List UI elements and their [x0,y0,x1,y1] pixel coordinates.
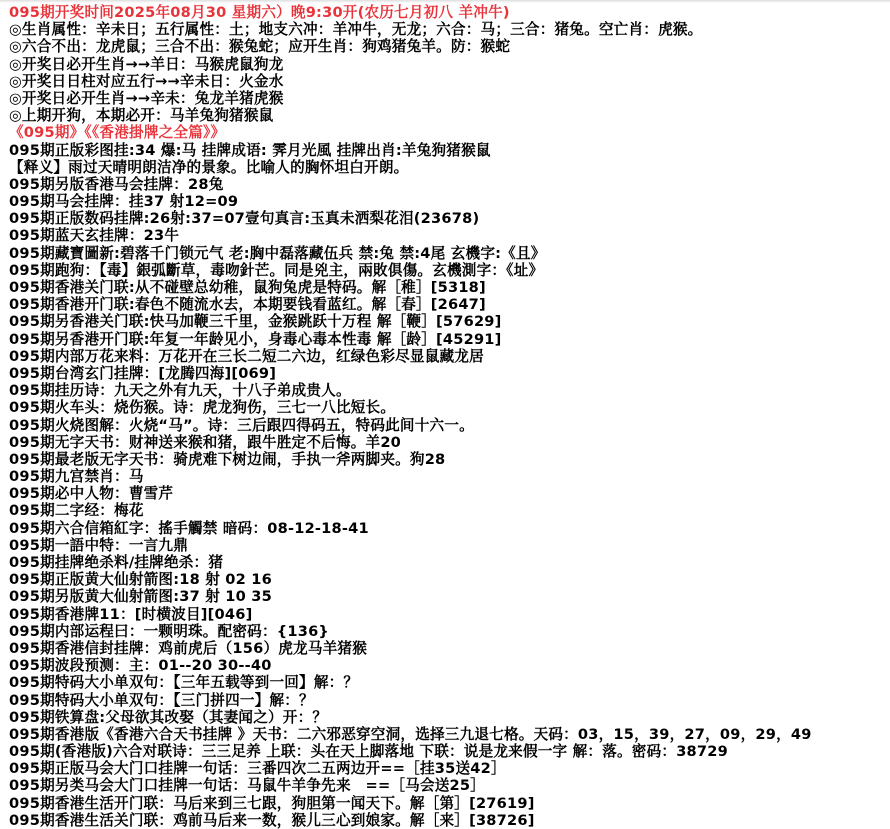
text-line-33: 095期挂牌绝杀料/挂牌绝杀：猪 [9,554,224,571]
text-line-8: 《095期》《《香港掛牌之全篇》》 [9,124,226,142]
text-line-18: 095期香港开门联:春色不随流水去，本期要钱看蓝红。解［春］[2647] [9,296,486,314]
text-line-29: 095期必中人物：曹雪芹 [9,485,174,503]
text-line-31: 095期六合信箱紅字：搖手觸禁 暗码：08-12-18-41 [9,519,369,537]
text-line-19: 095期另香港关门联:快马加鞭三千里，金猴跳跃十万程 解［鞭］[57629] [9,313,502,331]
text-line-46: 095期另类马会大门口挂牌一句话：马鼠牛羊争先来 ==［马会送25］ [9,777,486,795]
text-line-27: 095期最老版无字天书：骑虎难下树边闹，手执一斧两脚夹。狗28 [9,450,446,468]
text-line-38: 095期香港信封挂牌：鸡前虎后（156）虎龙马羊猪猴 [9,639,368,657]
text-line-13: 095期正版数码挂牌:26射:37=07壹句真言:玉真未洒梨花泪(23678) [9,210,480,228]
text-line-40: 095期特码大小单双句：【三年五载等到一回】解：？ [9,674,359,692]
text-line-39: 095期波段预测：主：01--20 30--40 [9,657,272,675]
text-line-45: 095期正版马会大门口挂牌一句话：三番四次二五两边开==［挂35送42］ [9,760,506,778]
text-line-44: 095期(香港版)六合对联诗：三三足养 上联：头在天上脚落地 下联：说是龙来假一字 解：落。密码：38729 [9,743,728,761]
text-line-34: 095期正版黄大仙射箭图:18 射 02 16 [9,571,273,589]
text-line-23: 095期挂历诗：九天之外有九天，十八子弟成贵人。 [9,382,351,400]
text-line-22: 095期台湾玄门挂牌：[龙腾四海][069] [9,364,277,382]
text-line-21: 095期内部万花来料：万花开在三长二短二六边，红绿色彩尽显鼠藏龙居 [9,347,484,365]
text-line-14: 095期蓝天玄挂牌：23牛 [9,227,180,245]
text-line-32: 095期一語中特：一言九鼎 [9,536,189,554]
text-line-26: 095期无字天书：财神送来猴和猪，跟牛胜定不后悔。羊20 [9,433,402,451]
text-line-41: 095期特码大小单双句：【三门拼四一】解：？ [9,691,314,709]
text-line-17: 095期香港关门联:从不碰壁总幼稚，鼠狗兔虎是特码。解［稚］[5318] [9,279,486,296]
lottery-text-list [9,4,884,829]
text-line-37: 095期内部运程曰：一颗明珠。配密码：{136} [9,622,330,640]
text-line-28: 095期九宫禁肖：马 [9,468,144,486]
text-line-12: 095期马会挂牌：挂37 射12=09 [9,193,239,211]
text-line-43: 095期香港版《香港六合天书挂牌 》天书：二六邪恶穿空洞，选择三九退七格。天码：03，15，39，27，09，29，49 [9,725,812,743]
text-line-48: 095期香港生活关门联：鸡前马后来一数，猴儿三心到娘家。解［来］[38726] [9,811,535,829]
text-line-20: 095期另香港开门联:年复一年龄见小，身毒心毒本性毒 解［龄］[45291] [9,330,502,348]
page-content [0,3,890,829]
text-line-36: 095期香港牌11：[时横波目][046] [9,605,253,623]
text-line-25: 095期火烧图解：火烧“马”。诗：三后跟四得码五，特码此间十六一。 [9,416,474,434]
text-line-11: 095期另版香港马会挂牌：28兔 [9,175,224,193]
text-line-4: ◎开奖日必开生肖→→羊日：马猴虎鼠狗龙 [9,55,284,73]
text-line-3: ◎六合不出：龙虎鼠；三合不出：猴兔蛇；应开生肖：狗鸡猪兔羊。防：猴蛇 [9,38,511,56]
text-line-5: ◎开奖日日柱对应五行→→辛未日：火金水 [9,72,284,90]
text-line-24: 095期火车头：烧伤猴。诗：虎龙狗伤，三七一八比短长。 [9,399,396,417]
text-line-7: ◎上期开狗，本期必开：马羊兔狗猪猴鼠 [9,107,274,125]
text-line-42: 095期铁算盘:父母欲其改娶（其妻闻之）开：？ [9,708,328,726]
text-line-16: 095期跑狗：【毒】銀弧斷草，毒吻針芒。同是兇主，兩敗俱傷。玄機測字：《址》 [9,261,544,279]
text-line-1: 095期开奖时间2025年08月30 星期六）晚9:30开(农历七月初八 羊冲牛) [9,4,510,21]
text-line-15: 095期藏寶圖新:碧落千门锁元气 老:胸中磊落藏伍兵 禁:兔 禁:4尾 玄機字:《且》 [9,244,546,262]
text-line-35: 095期另版黄大仙射箭图:37 射 10 35 [9,588,273,606]
text-line-9: 095期正版彩图挂:34 爆:马 挂牌成语: 霁月光風 挂牌出肖:羊兔狗猪猴鼠 [9,141,491,159]
text-line-47: 095期香港生活开门联：马后来到三七跟，狗胆第一闻天下。解［第］[27619] [9,794,535,812]
text-line-10: 【释义】雨过天晴明朗洁净的景象。比喻人的胸怀坦白开朗。 [9,158,409,176]
text-line-2: ◎生肖属性：辛未日；五行属性：土；地支六冲：羊冲牛，无龙；六合：马；三合：猪兔。空亡肖：虎猴。 [9,21,703,39]
text-line-6: ◎开奖日必开生肖→→辛未：兔龙羊猪虎猴 [9,89,284,107]
text-line-30: 095期二字经：梅花 [9,502,144,520]
